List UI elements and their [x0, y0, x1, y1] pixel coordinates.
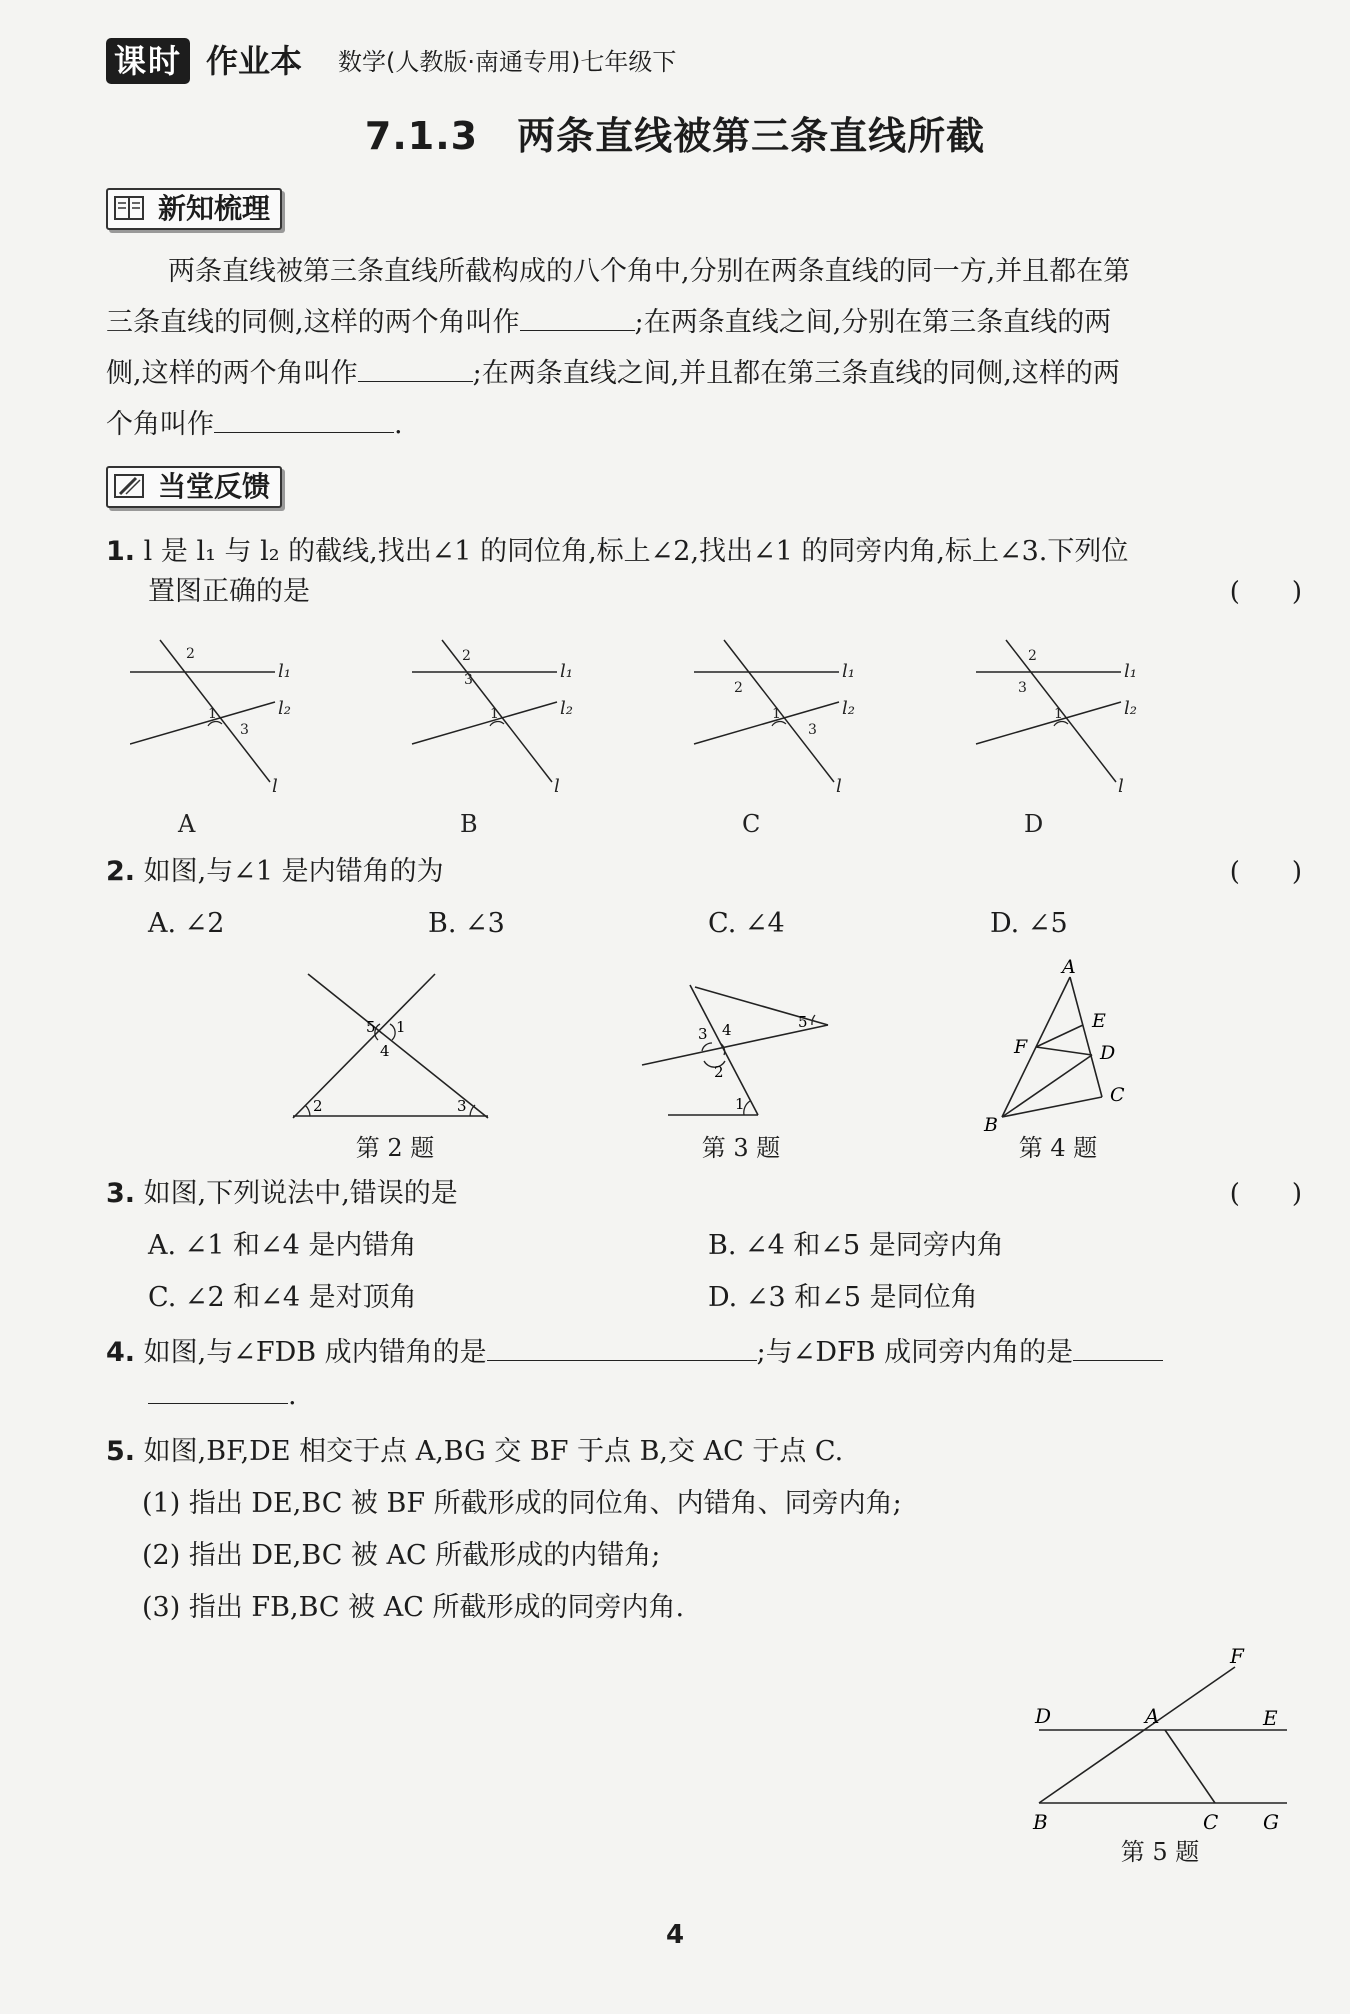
- answer-blank[interactable]: [358, 351, 473, 382]
- question-text: 如图,下列说法中,错误的是: [143, 1178, 458, 1209]
- question-text: 如图,与∠FDB 成内错角的是: [143, 1337, 487, 1368]
- question-1: [106, 532, 1302, 612]
- answer-blank[interactable]: [487, 1330, 757, 1361]
- answer-paren[interactable]: ( ): [1229, 857, 1302, 887]
- section-tag-feedback: [106, 466, 282, 508]
- para-line: 个角叫作 .: [106, 399, 1296, 450]
- line-label: l: [272, 776, 278, 797]
- pencil-icon: [114, 473, 144, 499]
- figure-q5: [1025, 1645, 1295, 1835]
- point-label: F: [1014, 1036, 1028, 1058]
- point-label: C: [1203, 1810, 1219, 1834]
- subject-label: 数学(人教版·南通专用)七年级下: [338, 48, 677, 76]
- question-3: [106, 1174, 1302, 1214]
- question-5: [106, 1432, 1302, 1628]
- para-line: 三条直线的同侧,这样的两个角叫作 ;在两条直线之间,分别在第三条直线的两: [106, 297, 1296, 348]
- angle-label: 2: [714, 1063, 724, 1081]
- answer-blank[interactable]: [520, 300, 635, 331]
- question-number: 4.: [106, 1337, 136, 1368]
- question-text: l 是 l₁ 与 l₂ 的截线,找出∠1 的同位角,标上∠2,找出∠1 的同旁内角,标上∠3.下列位: [143, 536, 1129, 567]
- angle-label: 3: [464, 672, 473, 688]
- figure-q3: [640, 975, 840, 1125]
- line-label: l: [554, 776, 560, 797]
- angle-label: 1: [490, 706, 499, 722]
- angle-arc: [1054, 722, 1068, 726]
- section-label: 新知梳理: [158, 192, 271, 225]
- option-letter: C: [742, 810, 761, 838]
- angle-label: 3: [1018, 680, 1027, 696]
- answer-blank[interactable]: [1073, 1330, 1163, 1361]
- angle-arc: [772, 722, 786, 726]
- point-label: A: [1062, 956, 1076, 978]
- figure-caption: 第 3 题: [701, 1134, 781, 1162]
- answer-blank[interactable]: [214, 402, 394, 433]
- angle-label: 3: [698, 1025, 708, 1043]
- angle-label: 1: [396, 1018, 406, 1036]
- option-a[interactable]: A. ∠2: [148, 908, 225, 939]
- point-label: D: [1100, 1042, 1116, 1064]
- line-l2: [130, 702, 275, 744]
- answer-paren[interactable]: ( ): [1229, 1179, 1302, 1209]
- angle-label: 3: [808, 722, 817, 738]
- line-label: l₁: [1124, 661, 1137, 682]
- line-label: l₂: [560, 698, 573, 719]
- section-tag-new-knowledge: [106, 188, 282, 230]
- sub-question: (3) 指出 FB,BC 被 AC 所截形成的同旁内角.: [142, 1592, 685, 1623]
- point-label: E: [1263, 1706, 1278, 1730]
- angle-label: 1: [208, 706, 217, 722]
- book-title: 作业本: [206, 42, 303, 80]
- option-d[interactable]: D. ∠5: [990, 908, 1068, 939]
- angle-label: 4: [380, 1042, 390, 1060]
- angle-label: 2: [462, 648, 471, 664]
- line-label: l: [1118, 776, 1124, 797]
- para-line: 侧,这样的两个角叫作 ;在两条直线之间,并且都在第三条直线的同侧,这样的两: [106, 348, 1296, 399]
- answer-blank[interactable]: [148, 1373, 288, 1404]
- line-label: l₂: [1124, 698, 1137, 719]
- point-label: C: [1110, 1084, 1125, 1106]
- figure-q2: [280, 960, 520, 1120]
- q1-option-figures: [130, 632, 1250, 852]
- brand-logo: 课时: [106, 38, 190, 84]
- angle-label: 2: [734, 680, 743, 696]
- question-number: 5.: [106, 1436, 136, 1467]
- answer-paren[interactable]: ( ): [1229, 577, 1302, 607]
- point-label: E: [1092, 1010, 1106, 1032]
- point-label: B: [1033, 1810, 1048, 1834]
- point-label: A: [1145, 1704, 1160, 1728]
- line-label: l: [836, 776, 842, 797]
- line-label: l₁: [842, 661, 855, 682]
- angle-label: 5: [366, 1018, 376, 1036]
- angle-arc: [490, 722, 504, 726]
- question-4: 4. 如图,与∠FDB 成内错角的是 ;与∠DFB 成同旁内角的是 .: [106, 1330, 1302, 1416]
- question-text: 如图,与∠1 是内错角的为: [143, 856, 444, 887]
- angle-label: 2: [186, 646, 195, 662]
- sub-question: (2) 指出 DE,BC 被 AC 所截形成的内错角;: [142, 1540, 661, 1571]
- option-letter: D: [1024, 810, 1044, 838]
- option-c[interactable]: C. ∠4: [708, 908, 785, 939]
- angle-label: 1: [1054, 706, 1063, 722]
- line-l2: [694, 702, 839, 744]
- lesson-title: 7.1.3 两条直线被第三条直线所截: [364, 114, 986, 158]
- angle-label: 2: [1028, 648, 1037, 664]
- point-label: F: [1230, 1645, 1244, 1668]
- line-l2: [976, 702, 1121, 744]
- angle-label: 1: [735, 1095, 745, 1113]
- option-a[interactable]: A. ∠1 和∠4 是内错角: [148, 1230, 417, 1261]
- angle-label: 3: [457, 1097, 467, 1115]
- question-number: 3.: [106, 1178, 136, 1209]
- line-label: l₂: [842, 698, 855, 719]
- knowledge-paragraph: [106, 246, 1296, 450]
- option-c[interactable]: C. ∠2 和∠4 是对顶角: [148, 1282, 417, 1313]
- option-b[interactable]: B. ∠4 和∠5 是同旁内角: [708, 1230, 1004, 1261]
- option-letter: B: [460, 810, 478, 838]
- section-label: 当堂反馈: [158, 470, 271, 503]
- question-number: 1.: [106, 536, 136, 567]
- point-label: B: [984, 1114, 998, 1135]
- line-label: l₁: [278, 661, 291, 682]
- angle-arc: [208, 722, 222, 726]
- sub-question: (1) 指出 DE,BC 被 BF 所截形成的同位角、内错角、同旁内角;: [142, 1488, 902, 1519]
- figure-q4: [970, 955, 1150, 1135]
- question-text: 置图正确的是: [148, 576, 310, 607]
- angle-label: 1: [772, 706, 781, 722]
- question-text: ;与∠DFB 成同旁内角的是: [756, 1337, 1074, 1368]
- point-label: D: [1035, 1704, 1052, 1728]
- question-2: [106, 852, 1302, 892]
- line-label: l₂: [278, 698, 291, 719]
- angle-label: 5: [798, 1013, 808, 1031]
- figure-caption: 第 2 题: [355, 1134, 435, 1162]
- option-b[interactable]: B. ∠3: [428, 908, 505, 939]
- point-label: G: [1263, 1810, 1279, 1834]
- angle-label: 4: [722, 1021, 732, 1039]
- angle-label: 3: [240, 722, 249, 738]
- page-number: 4: [665, 1920, 685, 1950]
- line-label: l₁: [560, 661, 573, 682]
- option-d[interactable]: D. ∠3 和∠5 是同位角: [708, 1282, 978, 1313]
- line-l2: [412, 702, 557, 744]
- question-number: 2.: [106, 856, 136, 887]
- book-icon: [114, 195, 144, 221]
- figure-caption: 第 5 题: [1120, 1838, 1200, 1866]
- question-text: 如图,BF,DE 相交于点 A,BG 交 BF 于点 B,交 AC 于点 C.: [143, 1436, 844, 1467]
- angle-label: 2: [313, 1097, 323, 1115]
- figure-caption: 第 4 题: [1018, 1134, 1098, 1162]
- option-letter: A: [178, 810, 196, 838]
- para-line: 两条直线被第三条直线所截构成的八个角中,分别在两条直线的同一方,并且都在第: [168, 256, 1131, 287]
